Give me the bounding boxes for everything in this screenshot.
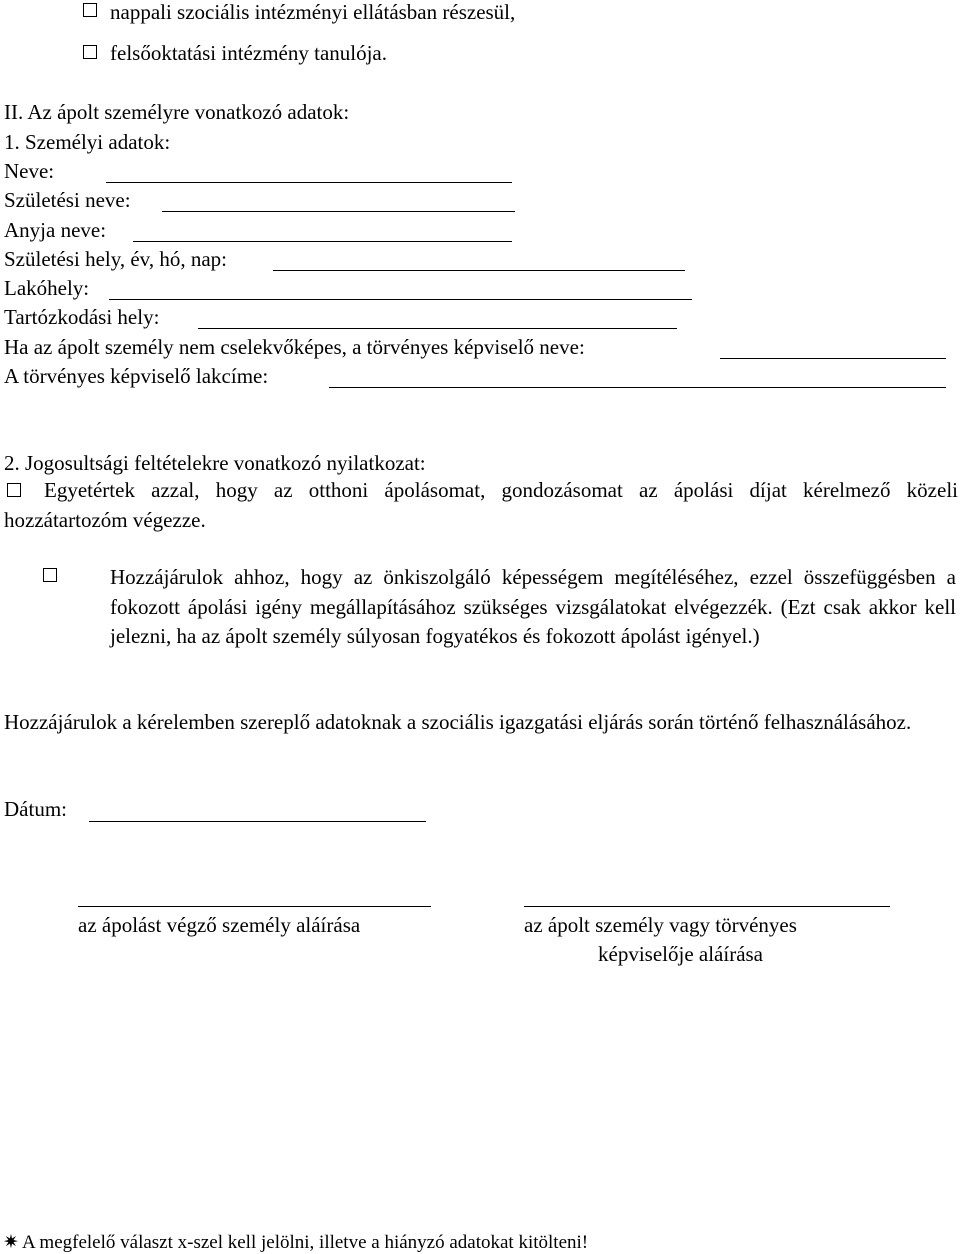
field-mother-name-input-line[interactable] xyxy=(133,241,512,242)
footnote-asterisk-icon: ✷ xyxy=(3,1232,19,1253)
option-higher-education-label: felsőoktatási intézmény tanulója. xyxy=(110,41,387,65)
section-2-title: II. Az ápolt személyre vonatkozó adatok: xyxy=(4,100,350,124)
field-birth-place-date-input-line[interactable] xyxy=(273,270,685,271)
field-name-input-line[interactable] xyxy=(106,182,512,183)
field-legal-rep-address-input-line[interactable] xyxy=(329,387,946,388)
footnote-text: A megfelelő választ x-szel kell jelölni, illetve a hiányzó adatokat kitölteni! xyxy=(22,1232,589,1253)
eligibility-heading: 2. Jogosultsági feltételekre vonatkozó nyilatkozat: xyxy=(4,451,426,475)
signature-line-patient[interactable] xyxy=(524,906,890,907)
checkbox-higher-education[interactable] xyxy=(83,45,97,59)
date-input-line[interactable] xyxy=(89,821,426,822)
consent-home-care-text: Egyetértek azzal, hogy az otthoni ápolásomat, gondozásomat az ápolási díjat kérelmező közeli hozzátartozóm végezze. xyxy=(4,478,958,532)
field-legal-rep-name-input-line[interactable] xyxy=(720,358,946,359)
signature-patient-label-line1: az ápolt személy vagy törvényes xyxy=(524,913,797,937)
consent-examination-text: Hozzájárulok ahhoz, hogy az önkiszolgáló képességem megítéléséhez, ezzel összefüggésben a fokozott ápolási igény megállapításához szükséges vizsgálatokat elvégezzék. (Ezt csak akkor kell jelezni, ha az ápolt személy súlyosan fogyatékos és fokozott ápolást igényel.) xyxy=(110,565,956,648)
consent-data-use-text: Hozzájárulok a kérelemben szereplő adatoknak a szociális igazgatási eljárás során történő felhasználásához. xyxy=(4,710,912,734)
field-legal-rep-address-label: A törvényes képviselő lakcíme: xyxy=(4,364,269,388)
signature-patient-label-line2: képviselője aláírása xyxy=(598,942,764,966)
field-legal-rep-name-label: Ha az ápolt személy nem cselekvőképes, a törvényes képviselő neve: xyxy=(4,335,585,359)
field-stay-place-label: Tartózkodási hely: xyxy=(4,305,160,329)
checkbox-examination-consent[interactable] xyxy=(43,568,57,582)
field-residence-label: Lakóhely: xyxy=(4,276,90,300)
signature-caregiver-label: az ápolást végző személy aláírása xyxy=(78,913,361,937)
personal-data-heading: 1. Személyi adatok: xyxy=(4,130,171,154)
signature-line-caregiver[interactable] xyxy=(78,906,431,907)
field-residence-input-line[interactable] xyxy=(109,299,692,300)
option-day-care-label: nappali szociális intézményi ellátásban részesül, xyxy=(110,0,516,24)
field-name-label: Neve: xyxy=(4,159,55,183)
field-mother-name-label: Anyja neve: xyxy=(4,218,107,242)
field-birth-name-label: Születési neve: xyxy=(4,188,131,212)
field-birth-name-input-line[interactable] xyxy=(162,211,515,212)
field-stay-place-input-line[interactable] xyxy=(198,328,677,329)
checkbox-day-care[interactable] xyxy=(83,3,97,17)
field-birth-place-date-label: Születési hely, év, hó, nap: xyxy=(4,247,227,271)
date-label: Dátum: xyxy=(4,797,67,821)
